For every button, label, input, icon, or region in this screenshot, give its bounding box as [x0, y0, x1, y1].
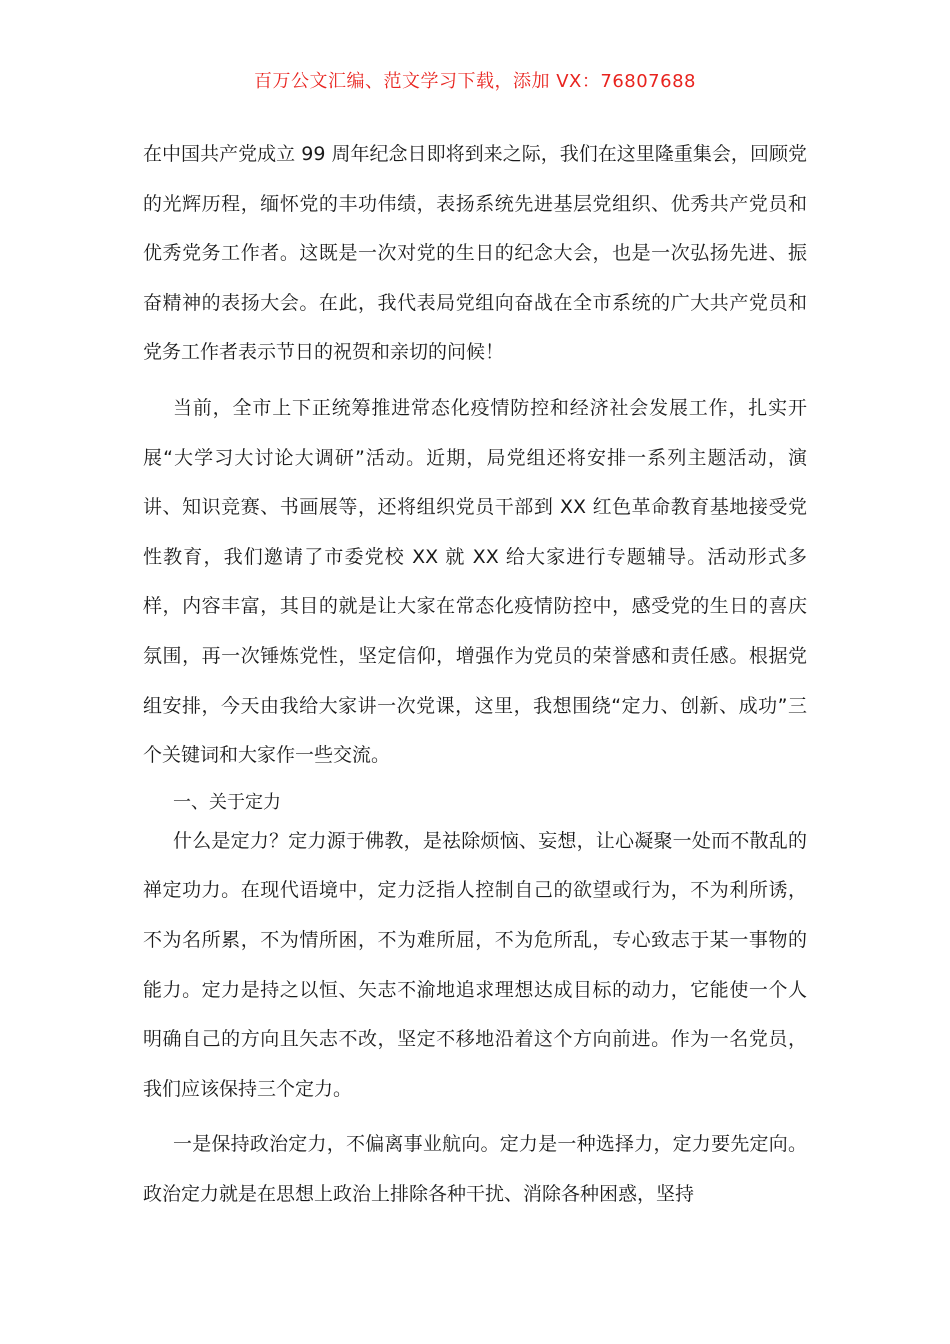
paragraph-what-is-dingli: 什么是定力？定力源于佛教，是祛除烦恼、妄想，让心凝聚一处而不散乱的禅定功力。在现代语境中，定力泛指人控制自己的欲望或行为，不为利所诱，不为名所累，不为情所困，不为难所屈，不为危所乱，专心致志于某一事物的能力。定力是持之以恒、矢志不渝地追求理想达成目标的动力，它能使一个人明确自己的方向且矢志不改，坚定不移地沿着这个方向前进。作为一名党员，我们应该保持三个定力。	[143, 829, 807, 1100]
paragraph-current-situation: 当前，全市上下正统筹推进常态化疫情防控和经济社会发展工作，扎实开展“大学习大讨论大调研”活动。近期，局党组还将安排一系列主题活动，演讲、知识竞赛、书画展等，还将组织党员干部到 XX 红色革命教育基地接受党性教育，我们邀请了市委党校 XX 就 XX 给大家进行专题辅导。活动形式多样，内容丰富，其目的就是让大家在常态化疫情防控中，感受党的生日的喜庆氛围，再一次锤炼党性，坚定信仰，增强作为党员的荣誉感和责任感。根据党组安排，今天由我给大家讲一次党课，这里，我想围绕“定力、创新、成功”三个关键词和大家作一些交流。	[143, 396, 807, 767]
paragraph-opening: 在中国共产党成立 99 周年纪念日即将到来之际，我们在这里隆重集会，回顾党的光辉历程，缅怀党的丰功伟绩，表扬系统先进基层党组织、优秀共产党员和优秀党务工作者。这既是一次对党的生日的纪念大会，也是一次弘扬先进、振奋精神的表扬大会。在此，我代表局党组向奋战在全市系统的广大共产党员和党务工作者表示节日的祝贺和亲切的问候！	[143, 143, 807, 364]
watermark-header: 百万公文汇编、范文学习下载，添加 VX：76807688	[254, 71, 696, 92]
document-body	[143, 130, 807, 1225]
section-heading-dingli: 一、关于定力	[173, 791, 281, 813]
paragraph-political-dingli: 一是保持政治定力，不偏离事业航向。定力是一种选择力，定力要先定向。政治定力就是在思想上政治上排除各种干扰、消除各种困惑，坚持	[143, 1133, 807, 1205]
